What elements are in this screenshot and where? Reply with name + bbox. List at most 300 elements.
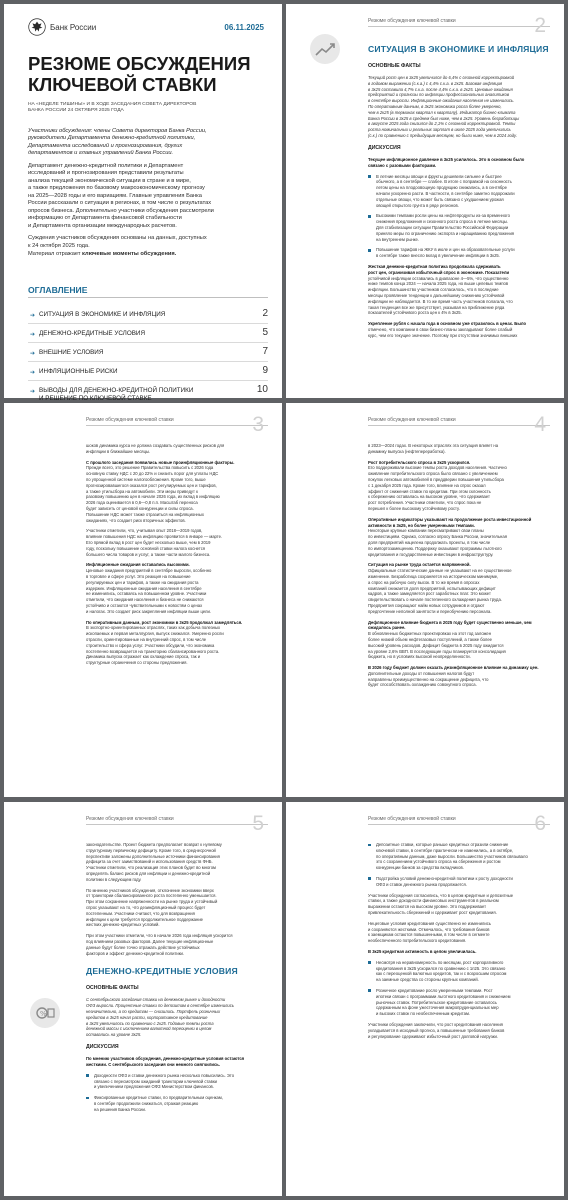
- text-line: незначительно, а по кредитам — снизились. Портфель розничных: [86, 1008, 221, 1014]
- text-line: направлены преимущественно на сокращение дефицита, что: [368, 676, 489, 682]
- text-line: необеспеченного потребительского кредитования.: [368, 938, 467, 944]
- text-line: ОФЗ выросли. Процентные ставки по депозитам в сентябре изменились: [86, 1003, 235, 1009]
- running-title: Резюме обсуждения ключевой ставки: [86, 816, 174, 822]
- running-title: Резюме обсуждения ключевой ставки: [368, 417, 456, 423]
- toc-heading: ОГЛАВЛЕНИЕ: [28, 285, 88, 295]
- paragraph: [368, 620, 552, 661]
- arrow-right-icon: ➔: [30, 351, 36, 357]
- text-line: Дополнительные доходы от повышения налогов будут: [368, 670, 475, 676]
- chart-growth-icon: [310, 34, 340, 64]
- page-4-content: [368, 443, 552, 791]
- body-text: [368, 465, 552, 511]
- arrow-right-icon: ➔: [30, 370, 36, 376]
- text-line: Депозитные ставки, которые раньше кредитных отразили снижение: [376, 842, 509, 847]
- text-line: В экспортно-ориентированных отраслях, таких как добыча полезных: [86, 625, 221, 631]
- subtitle-line: НА «НЕДЕЛЕ ТИШИНЫ» И В ХОДЕ ЗАСЕДАНИЯ СОВЕТА ДИРЕКТОРОВ: [28, 102, 197, 107]
- page-2-content: [368, 44, 552, 392]
- bullet-item: [368, 960, 552, 983]
- paragraph: [368, 562, 552, 614]
- running-title: Резюме обсуждения ключевой ставки: [368, 816, 456, 822]
- page-number: 4: [534, 413, 546, 436]
- text-line: ископаемых и первая металлургия, выпуск снижался. Умеренно росли: [86, 631, 224, 637]
- text-line: и Департамента организации международных расчетов.: [28, 222, 177, 229]
- text-line: По мнению участников обсуждения, отклонение экономики вверх: [86, 887, 214, 893]
- text-line: ипотеки связан с программами льготного кредитования и снижением: [376, 993, 511, 999]
- text-line: чем в 2к25 (в терминах квартал к кварталу). Индикатор бизнес-климата: [368, 109, 516, 115]
- text-line: факторов и эффект денежно-кредитной политики.: [86, 950, 185, 956]
- text-line: руководители Департамента денежно-кредитной политики,: [28, 135, 196, 142]
- divider: [28, 297, 268, 298]
- text-line: Участники отметили, что, учитывая опыт 2018—2019 годов,: [86, 528, 203, 534]
- toc-item[interactable]: [28, 307, 268, 324]
- text-line: информацию от Департамента финансовой стабильности: [28, 215, 182, 222]
- paragraph: [368, 921, 552, 944]
- text-line: Материал отражает: [28, 251, 83, 258]
- text-line: к заемщикам остаются повышенными, в том числе в сегменте: [368, 932, 490, 938]
- toc-page-number: 5: [262, 327, 268, 338]
- page-4: [286, 403, 564, 797]
- running-title: Резюме обсуждения ключевой ставки: [368, 18, 456, 24]
- text-line: на решения Банка России.: [94, 1106, 147, 1112]
- toc-line: ДЕНЕЖНО-КРЕДИТНЫЕ УСЛОВИЯ: [39, 330, 145, 337]
- text-line: ниже темпов конца 2024 — начала 2025 года, но выше целевых темпов: [368, 281, 509, 287]
- text-line: анализа текущей экономической ситуации в стране и в мире,: [28, 177, 191, 184]
- key-point: [368, 157, 552, 169]
- text-line: постепенно возвращается на траекторию сбалансированного роста.: [86, 648, 220, 654]
- key-point: [86, 1056, 270, 1068]
- text-line: свидетельствовать о начале постепенного охлаждения рынка труда.: [368, 597, 502, 603]
- key-point: Рост потребительского спроса в 3к25 ускорился.: [368, 459, 471, 465]
- text-line: начали ускоренно расти. В частности, в сентябре заметно подорожали: [376, 190, 515, 196]
- money-percent-icon: [30, 998, 60, 1028]
- paragraph: [86, 933, 270, 956]
- toc-item-label: [39, 387, 245, 404]
- text-line: политики в следующем году.: [86, 876, 142, 882]
- text-line: регулируемых цен и тарифов, а также на ожидания роста: [86, 579, 199, 585]
- text-line: При этом сохранение напряженности на рынке труда и устойчивый: [86, 899, 218, 905]
- text-line: (с.к.) по сравнению с предыдущим месяцем, но были ниже, чем в 2024 году.: [368, 133, 518, 138]
- bullet-item: [368, 988, 552, 1017]
- text-line: выражении остаются на высоком уровне. Это поддерживает: [368, 904, 487, 910]
- toc-page-number: 9: [262, 365, 268, 376]
- participants-paragraph: [28, 128, 266, 158]
- emphasis: ключевые моменты обсуждения.: [82, 251, 177, 258]
- text-line: в годовом выражении (с.к.а.) с 4,4% с.к.а. в 2к25. Базовая инфляция: [368, 80, 503, 86]
- paragraph: [86, 443, 270, 455]
- text-line: с 1 декабря 2025 года. Кроме того, влияние на спрос оказал: [368, 482, 486, 488]
- text-line: жестких денежно-кредитных условий.: [86, 922, 160, 928]
- text-line: жесткими. С сентябрьского заседания они немного смягчились.: [86, 1061, 221, 1067]
- text-line: Предприятия сокращают найм новых сотрудников и отдают: [368, 602, 485, 608]
- arrow-right-icon: ➔: [30, 332, 36, 338]
- divider: [368, 824, 550, 825]
- toc-line: СИТУАЦИЯ В ЭКОНОМИКЕ И ИНФЛЯЦИЯ: [39, 311, 166, 318]
- text-line: и увеличением предложения ОФЗ Министерством финансов.: [94, 1084, 214, 1090]
- text-line: предприятий и прогнозы по инфляции профессиональных аналитиков: [368, 92, 510, 98]
- text-line: по оперативным данным, даже выросли. Большинство участников связывало: [376, 853, 528, 859]
- text-line: Банка России в 3к25 в среднем был ниже, чем в 2к25. Уровень безработицы: [368, 115, 520, 121]
- divider: [86, 824, 268, 825]
- body-text: [368, 631, 552, 660]
- page-number: 2: [534, 14, 546, 37]
- text-line: дефицита за счет заимствований и использования средств ФНБ.: [86, 859, 213, 865]
- text-line: будет способствовать охлаждению совокупного спроса.: [368, 682, 477, 688]
- facts-paragraph: [86, 997, 270, 1038]
- text-line: такая тенденция все же присутствует, указывая на приближение ряда: [368, 304, 505, 310]
- text-line: инфляции. Большинство участников согласилось, что в последние: [368, 287, 499, 293]
- text-line: кредитов в 3к25 начал расти, корпоративное кредитование: [86, 1014, 208, 1020]
- text-line: данные будут более точно отражать действие устойчивых: [86, 944, 200, 950]
- paragraph: [368, 893, 552, 916]
- text-line: оживление потребительского спроса было связано с увеличением: [368, 471, 498, 477]
- introduction: [28, 128, 266, 264]
- text-line: ключевой ставки, в сентябре практически не изменились, а в октябре,: [376, 847, 514, 853]
- bank-name: Банк России: [50, 23, 97, 32]
- text-line: в августе 2025 года снизился до 2,1% с сезонной корректировкой. Темпы: [368, 121, 516, 127]
- text-line: по инвестициям. Однако, согласно опросу Банка России, значительная: [368, 534, 507, 540]
- text-line: Участники отметили, что реализация этих планов будет во многом: [86, 865, 216, 871]
- text-line: приняло меры по ограничению экспорта и наращиванию предложения: [376, 230, 515, 236]
- page-number: 5: [252, 812, 264, 835]
- bullet-item: [368, 213, 552, 242]
- body-text: [86, 465, 270, 523]
- text-line: к 24 октября 2025 года.: [28, 242, 90, 249]
- text-line: курс, чем его текущее значение. Поэтому при отсутствии значимых внешних: [368, 332, 518, 338]
- text-line: перешел к более высокому устойчивому росту.: [368, 505, 460, 511]
- text-line: кредитования и государственные инвестиции в инфраструктуру.: [368, 551, 494, 557]
- toc-page-number: 7: [262, 346, 268, 357]
- text-line: не изменились, оставаясь на повышенном уровне. Участники: [86, 591, 207, 597]
- text-line: ожиданиях, что создает риск вторичных эффектов.: [86, 517, 186, 523]
- page-5: [4, 802, 282, 1196]
- text-line: к сбережению оставалась на высоком уровне, что сдерживает: [368, 494, 490, 500]
- text-line: месяцы проявление тенденции к дальнейшему снижению устойчивой: [368, 292, 505, 298]
- toc-page-number: 10: [256, 384, 268, 395]
- facts-paragraph: [368, 75, 552, 139]
- toc-item[interactable]: [28, 364, 268, 381]
- text-line: отдельные овощи, что может быть связано с ухудшением урожая: [376, 196, 504, 202]
- text-line: снижения предложения и сезонного роста спроса в летние месяцы.: [376, 219, 509, 225]
- text-line: Фиксированные кредитные ставки, по предварительным оценкам,: [94, 1095, 223, 1101]
- paragraph: [368, 460, 552, 512]
- text-line: на 2025—2028 годы и его вариациям. Главные управления Банка: [28, 192, 202, 199]
- text-line: эффект от снижения ставок по кредитам. При этом склонность: [368, 488, 491, 494]
- text-line: будет зависеть от ценовой конкуренции и силы спроса.: [86, 505, 194, 511]
- text-line: опросов бизнеса. Дополнительно участники обсуждения рассмотрели: [28, 207, 214, 214]
- text-line: отрасли, ориентированные на внутренний спрос, в том числе: [86, 636, 207, 642]
- toc-item-label: [39, 311, 245, 319]
- text-line: и высоких ставок по необеспеченным кредитам.: [376, 1011, 471, 1017]
- text-line: а также утильсбора на автомобили. Эти меры приведут к: [86, 488, 198, 494]
- text-line: Доходности ОФЗ и ставки денежного рынка несколько повысились. Это: [94, 1072, 235, 1078]
- text-line: Высокими темпами росли цены на нефтепродукты из-за временного: [376, 213, 510, 219]
- toc-line: ВНЕШНИЕ УСЛОВИЯ: [39, 349, 104, 356]
- text-line: обычного, а в сентябре — слабее. В итоге с поправкой на сезонность: [376, 179, 512, 185]
- text-line: в 2023—2024 годах. В некоторых отраслях эта ситуация влияет на: [368, 443, 499, 448]
- text-line: Департамент денежно-кредитной политики и Департамент: [28, 162, 184, 169]
- paragraph: [368, 443, 552, 455]
- text-line: Жесткая денежно-кредитная политика продолжала сдерживать: [368, 263, 501, 269]
- text-line: показателей устойчивого роста цен к 4% в 3к25.: [368, 310, 462, 316]
- text-line: структурные ограничения со стороны предложения.: [86, 660, 188, 666]
- page-6-content: [368, 842, 552, 1190]
- paragraph: [86, 842, 270, 883]
- body-text: [86, 568, 270, 614]
- text-line: законодательстве. Проект бюджета предполагает возврат к нулевому: [86, 842, 222, 847]
- text-line: В обновленных бюджетных проектировках на этот год заложен: [368, 631, 492, 637]
- material-note: [28, 251, 266, 258]
- page-6: [286, 802, 564, 1196]
- text-line: на уровне 2,6% ВВП. В последующие годы планируется консолидация: [368, 648, 506, 654]
- text-line: связано с пересмотром ожиданий траектории ключевой ставки: [94, 1078, 218, 1084]
- divider: [86, 425, 268, 426]
- page-3-content: [86, 443, 270, 791]
- page-number: 3: [252, 413, 264, 436]
- toc-item[interactable]: [28, 345, 268, 362]
- paragraph: [86, 528, 270, 557]
- toc-item-label: [39, 349, 245, 357]
- arrow-right-icon: ➔: [30, 389, 36, 395]
- text-line: а также предложения по базовому макроэкономическому прогнозу: [28, 185, 205, 192]
- paragraph: [368, 517, 552, 558]
- text-line: Несмотря на неравномерность по месяцам, рост корпоративного: [376, 959, 504, 965]
- body-text: [368, 671, 552, 688]
- toc-item-label: [39, 368, 245, 376]
- text-line: доля предприятий нацелена продолжать проекты, в том числе: [368, 539, 491, 545]
- text-line: и налогах. Это создает риск закрепления инфляции выше цели.: [86, 608, 211, 614]
- paragraph: [86, 562, 270, 614]
- text-line: летом цены на плодоовощную продукцию снижались, а в сентябре: [376, 185, 507, 191]
- bank-of-russia-logo-icon: [28, 18, 46, 36]
- facts-heading: ОСНОВНЫЕ ФАКТЫ: [86, 985, 139, 992]
- divider: [368, 425, 550, 426]
- text-line: Розничное кредитование росло умеренными темпами. Рост: [376, 987, 493, 993]
- discussion-heading: ДИСКУССИЯ: [86, 1043, 119, 1050]
- text-line: Динамика выпуска отражает как охлаждение спроса, так и: [86, 654, 201, 660]
- text-line: Официальные статистические данные не указывают на ее существенное: [368, 568, 512, 574]
- text-line: конкуренции банков за средства вкладчиков.: [376, 865, 464, 871]
- text-line: кредитования в 3к25 ускорился по сравнению с 1п25. Это связано: [376, 965, 506, 971]
- text-line: в сентябре выросли. Инфляционные ожидания населения не изменились.: [368, 98, 515, 104]
- toc-line: ВЫВОДЫ ДЛЯ ДЕНЕЖНО-КРЕДИТНОЙ ПОЛИТИКИ: [39, 387, 194, 394]
- divider: [368, 26, 550, 27]
- text-line: Суждения участников обсуждения основаны на данных, доступных: [28, 235, 207, 242]
- text-line: ставки, а также доходности финансовых инструментов в реальном: [368, 898, 499, 904]
- section-heading: ДЕНЕЖНО-КРЕДИТНЫЕ УСЛОВИЯ: [86, 966, 238, 977]
- text-line: в торговле и сфере услуг. Это реакция на повышение: [86, 573, 191, 579]
- text-line: спрос указывают на то, что дезинфляционный процесс будет: [86, 904, 206, 910]
- text-line: устойчивой инфляции оставались в диапазоне 4—5%, что существенно: [368, 275, 509, 281]
- bullet-item: [368, 247, 552, 259]
- paragraph: [86, 460, 270, 524]
- toc-page-number: 2: [262, 308, 268, 319]
- text-line: Повышение тарифов на ЖКУ в июле и цен на образовательные услуги: [376, 247, 515, 253]
- text-line: по импортозамещению. Поддержку оказывают программы льготного: [368, 545, 502, 551]
- table-of-contents: [28, 307, 268, 411]
- text-line: По оперативным данным, в 3к25 экономика росла более умеренно,: [368, 104, 502, 110]
- text-line: от траектории сбалансированного роста постепенно уменьшается.: [86, 893, 217, 899]
- text-line: динамику выпуска (нефтепереработка).: [368, 448, 446, 454]
- text-line: на заемные средства со стороны крупных компаний.: [376, 977, 479, 983]
- running-title: Резюме обсуждения ключевой ставки: [86, 417, 174, 423]
- text-line: Его прямой вклад в рост цен будет несколько выше, чем в 2019: [86, 539, 211, 545]
- judgments-paragraph: [28, 235, 266, 250]
- document-title: [28, 54, 258, 95]
- toc-line: ИНФЛЯЦИОННЫЕ РИСКИ: [39, 368, 118, 375]
- text-line: Текущее инфляционное давление в 3к25 усилилось. Это в основном было: [368, 156, 525, 162]
- text-line: ОФЗ и ставок денежного рынка продолжается.: [376, 881, 467, 887]
- body-text: [86, 625, 270, 666]
- text-line: большего числа товаров и услуг, а также части малого бизнеса.: [86, 551, 211, 557]
- text-line: 2026 года оценивается в 0,6—0,8 п.п. Масштаб переноса: [86, 500, 198, 506]
- text-line: Участники обсуждения согласились, что в целом кредитные и депозитные: [368, 892, 514, 898]
- text-line: Для стабилизации ситуации Правительство Российской Федерации: [376, 224, 509, 230]
- title-line: КЛЮЧЕВОЙ СТАВКИ: [28, 73, 217, 95]
- bullet-item: [86, 1073, 270, 1090]
- text-line: структурному первичному дефициту. Кроме того, в среднесрочной: [86, 847, 216, 853]
- page-number: 6: [534, 812, 546, 835]
- text-line: устойчиво и остаются чувствительными к новостям о ценах: [86, 602, 203, 608]
- text-line: шоков динамика курса не должна создавать существенных рисков для: [86, 443, 225, 448]
- text-line: более низкий объем нефтегазовых поступлений, а также более: [368, 636, 492, 642]
- text-line: строительство и сфера услуг. Участники обсудили, что экономика: [86, 642, 215, 648]
- text-line: под влиянием разовых факторов. Далее текущие инфляционные: [86, 938, 214, 944]
- key-point: В 3к25 кредитная активность в целом увеличилась.: [368, 948, 477, 954]
- arrow-right-icon: ➔: [30, 313, 36, 319]
- text-line: как с переоценкой валютных кредитов, так и с возросшим спросом: [376, 971, 507, 977]
- text-line: в 3к25 увеличилось по сравнению с 2к25. Годовые темпы роста: [86, 1020, 214, 1026]
- section-heading: СИТУАЦИЯ В ЭКОНОМИКЕ И ИНФЛЯЦИЯ: [368, 44, 549, 54]
- text-line: Повышение НДС может также отразиться на инфляционных: [86, 511, 204, 517]
- text-line: денежной массы с исключением валютной переоценки в целом: [86, 1026, 212, 1032]
- page-3: [4, 403, 282, 797]
- text-line: и регулирование сдерживают избыточный рост долговой нагрузки.: [368, 1033, 499, 1039]
- text-line: рыночных ставок. Потребительское кредитование оставалось: [376, 999, 497, 1005]
- text-line: рост потребления. Участники отметили, что спрос пока не: [368, 500, 482, 506]
- text-line: По мнению участников обсуждения, денежно-кредитные условия остаются: [86, 1056, 245, 1062]
- text-line: При этом участники отметили, что в начале 2026 года инфляция ускорится: [86, 933, 233, 939]
- key-point: В 2026 году бюджет должен оказать дезинфляционное влияние на динамику цен.: [368, 665, 539, 671]
- text-line: компаний снижается доля предприятий, испытывающих дефицит: [368, 585, 496, 591]
- title-line: РЕЗЮМЕ ОБСУЖДЕНИЯ: [28, 53, 251, 74]
- text-line: укладывается в исходный прогноз, а повышенные требования банков: [368, 1027, 505, 1033]
- text-line: по упрощенной системе налогообложения. Кроме того, выше: [86, 476, 206, 482]
- text-line: Нецеговые условия кредитования существенно не изменились: [368, 920, 491, 926]
- text-line: разовому повышению цен в начале 2026 года, их вклад в инфляцию: [86, 494, 220, 500]
- text-line: оставались на уровне 3к25.: [86, 1032, 142, 1038]
- text-line: влияние повышения НДС на инфляцию проявится в январе — марте.: [86, 534, 223, 540]
- text-line: Текущий рост цен в 3к25 увеличился до 6,4% с сезонной корректировкой: [368, 75, 515, 81]
- toc-item-label: [39, 330, 245, 338]
- text-line: исследований и прогнозирования представили результаты: [28, 170, 184, 177]
- text-line: постепенным. Участники считают, что для возвращения: [86, 910, 195, 916]
- text-line: рост цен, ограничивая избыточный спрос в экономике. Показатели: [368, 269, 510, 275]
- text-line: Участники обсуждения: члены Совета директоров Банка России,: [28, 128, 207, 134]
- text-line: Департамента исследований и прогнозирования, других: [28, 142, 183, 149]
- text-line: овощей открытого грунта в ряде регионов.: [376, 202, 459, 208]
- text-line: инфляции в ближайшие месяцы.: [86, 448, 151, 454]
- key-point: По оперативным данным, рост экономики в 3к25 продолжал замедляться.: [86, 619, 243, 625]
- text-line: издержек. Инфляционные ожидания населения в сентябре: [86, 585, 202, 591]
- text-line: Некоторые крупные компании пересматривают свои планы: [368, 528, 484, 534]
- paragraph: [368, 665, 552, 688]
- text-line: в сентябре продолжили снижаться, отражая реакцию: [94, 1100, 199, 1106]
- text-line: В летние месяцы овощи и фрукты дешевели сильнее и быстрее: [376, 173, 502, 179]
- bullet-item: [368, 876, 552, 888]
- text-line: бюджета, но в условиях высокой неопределенности.: [368, 654, 471, 660]
- text-line: России рассказали о ситуации в регионах, в том числе о результатах: [28, 200, 212, 207]
- paragraph: [86, 620, 270, 666]
- body-text: [368, 568, 552, 614]
- text-line: Укрепление рубля с начала года в основном уже отразилось в ценах. Было: [368, 321, 527, 327]
- subtitle-line: БАНКА РОССИИ 24 ОКТЯБРЯ 2025 ГОДА: [28, 108, 124, 114]
- body-text: [368, 276, 552, 317]
- text-line: отмечено, что компании в свои бизнес-планы закладывают более слабый: [368, 326, 513, 332]
- paragraph: [368, 264, 552, 316]
- bullet-item: [368, 174, 552, 209]
- text-line: это с сохранением устойчивого спроса на сбережения и ростом: [376, 859, 501, 865]
- text-line: инфляции не наблюдается. В то же время часть участников полагала, что: [368, 298, 513, 304]
- text-line: на внутреннем рынке.: [376, 236, 420, 242]
- key-point: Оперативные индикаторы указывают на продолжение роста инвестиционной активности в 3к25, но более умеренными темпами.: [368, 516, 532, 528]
- paragraph: [368, 321, 552, 338]
- toc-item[interactable]: [28, 326, 268, 343]
- text-line: покупок легковых автомобилей в преддверии повышения утильсбора: [368, 476, 504, 482]
- page-5-content: [86, 842, 270, 1190]
- text-line: определять баланс рисков для инфляции и денежно-кредитной: [86, 870, 211, 876]
- document-subtitle: [28, 102, 264, 115]
- key-point: Ситуация на рынке труда остается напряженной.: [368, 562, 471, 568]
- text-line: и сохраняются жесткими. Отмечалось, что требования банков: [368, 926, 490, 932]
- facts-heading: ОСНОВНЫЕ ФАКТЫ: [368, 62, 421, 69]
- page-1: [4, 4, 282, 403]
- text-line: связано с разовыми факторами.: [368, 162, 437, 168]
- text-line: сдержанным на фоне ужесточения макропруденциальных мер: [376, 1005, 499, 1011]
- key-point: [368, 264, 552, 276]
- paragraph: [86, 888, 270, 929]
- text-line: кадров, а также замедляется рост заработных плат. Это может: [368, 591, 491, 597]
- text-line: Ценовые ожидания предприятий в сентябре выросли, особенно: [86, 568, 212, 574]
- body-text: [368, 327, 552, 339]
- discussion-heading: ДИСКУССИЯ: [368, 144, 401, 151]
- text-line: Участники обсуждения заключили, что рост кредитования населения: [368, 1021, 503, 1027]
- bullet-item: [86, 1095, 270, 1112]
- text-line: перспективе заложены дополнительные источники финансирования: [86, 853, 220, 859]
- text-line: основную ставку НДС с 20 до 22% и снизить порог для уплаты НДС: [86, 471, 219, 477]
- text-line: привлекательность сбережений и сдерживает рост кредитования.: [368, 909, 497, 915]
- text-line: году, поскольку повышение основной ставки налога коснется: [86, 545, 206, 551]
- text-line: в сентябре также внесло вклад в увеличение инфляции в 3к25.: [376, 253, 500, 259]
- text-line: прогнозировавшегося оказался рост регулируемых цен и тарифов,: [86, 482, 217, 488]
- text-line: в 3к25 составила 4,7% с.к.а. после 4,4% с.к.а. в 2к25. Ценовые ожидания: [368, 86, 513, 92]
- paragraph: [368, 1022, 552, 1039]
- text-line: высокий уровень расходов. Дефицит бюджета в 2025 году ожидается: [368, 642, 504, 648]
- text-line: Прежде всего, это решение Правительства повысить с 2026 года: [86, 465, 214, 471]
- text-line: инфляции к цели требуется продолжительное поддержание: [86, 916, 203, 922]
- body-text: [368, 528, 552, 557]
- text-line: департаментов и главных управлений Банка России.: [28, 150, 174, 157]
- text-line: предпочтение неполной занятости и переобучению персонала.: [368, 608, 492, 614]
- intro-paragraph: [28, 163, 266, 230]
- text-line: а спрос на рабочую силу высок. В то же время в опросах: [368, 579, 480, 585]
- document-date: 06.11.2025: [224, 23, 264, 32]
- toc-line: И РЕШЕНИЕ ПО КЛЮЧЕВОЙ СТАВКЕ: [39, 395, 152, 403]
- text-line: изменение. Безработица сохраняется на историческом минимуме,: [368, 573, 499, 579]
- text-line: отметили, что ожидания населения и бизнеса не снижаются: [86, 597, 204, 603]
- key-point: Дефляционное влияние бюджета в 2025 году будет существенно меньше, чем ожидалось ранее.: [368, 619, 532, 631]
- text-line: роста номинальных и реальных зарплат в июле 2025 года увеличились: [368, 127, 511, 133]
- page-2: [286, 4, 564, 398]
